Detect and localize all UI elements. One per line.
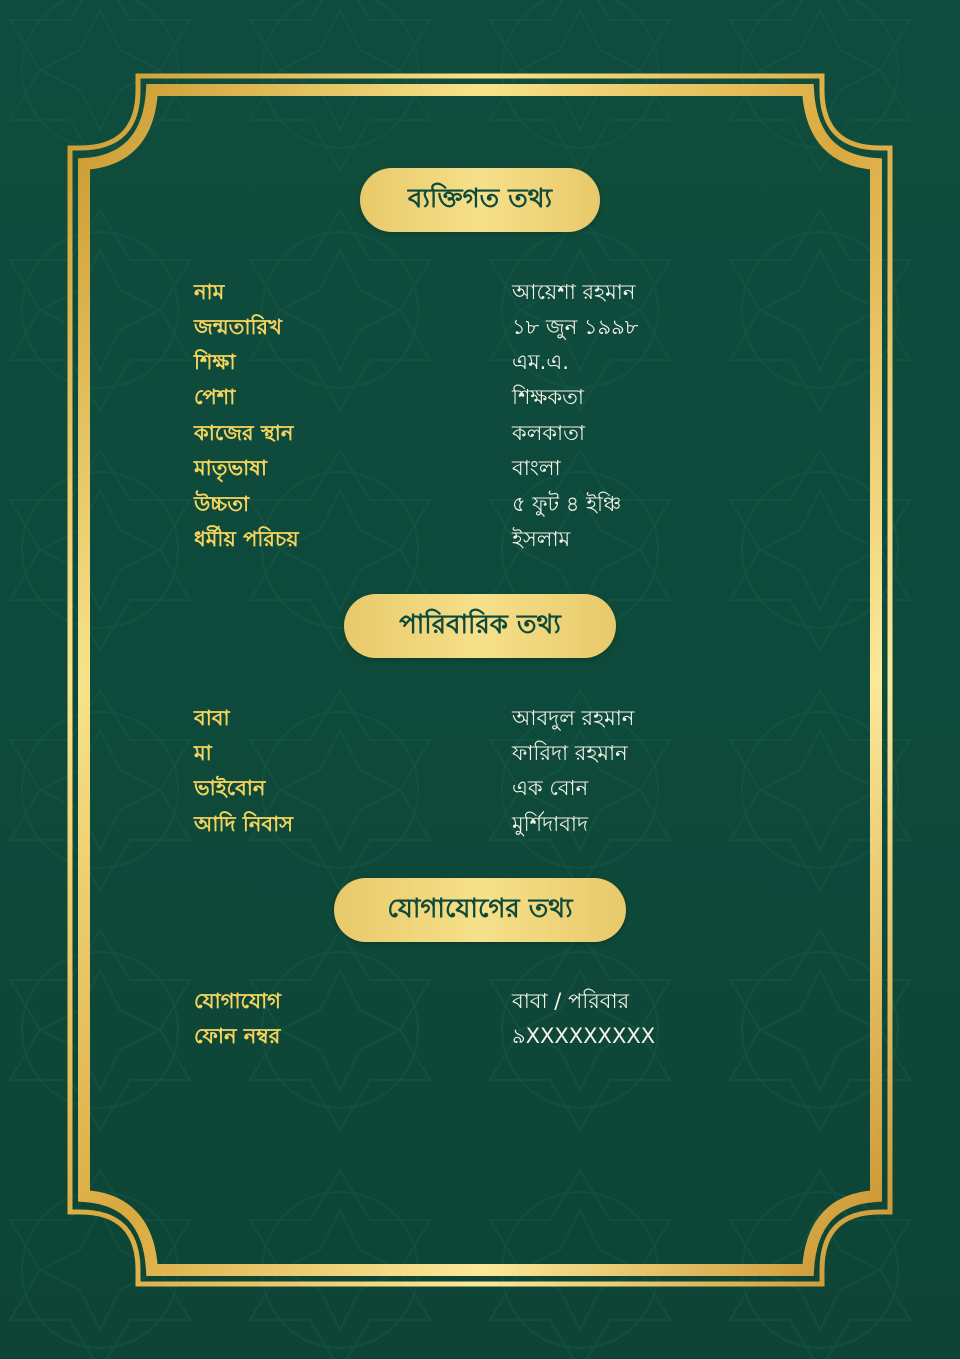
info-row-contact [194, 985, 814, 1017]
row-label: যোগাযোগ [194, 989, 281, 1013]
info-row-mother [194, 737, 814, 769]
row-label: নাম [194, 280, 225, 304]
row-label: কাজের স্থান [194, 421, 294, 445]
info-row-father [194, 702, 814, 734]
row-label: আদি নিবাস [194, 812, 294, 836]
row-label: পেশা [194, 385, 236, 409]
section-title-family: পারিবারিক তথ্য [344, 594, 616, 658]
row-value: বাবা / পরিবার [512, 989, 630, 1013]
row-value: ১৮ জুন ১৯৯৮ [512, 315, 639, 339]
row-value: কলকাতা [512, 421, 585, 445]
info-row-siblings [194, 772, 814, 804]
row-value: আবদুল রহমান [512, 706, 635, 730]
row-value: ইসলাম [512, 527, 571, 551]
row-value: ফারিদা রহমান [512, 741, 628, 765]
info-row-name [194, 276, 814, 308]
row-label: মাতৃভাষা [194, 456, 267, 480]
info-row-education [194, 346, 814, 378]
row-label: ধর্মীয় পরিচয় [194, 527, 299, 551]
row-value: এক বোন [512, 776, 589, 800]
info-row-workplace [194, 417, 814, 449]
info-row-religion [194, 523, 814, 555]
info-row-mother-tongue [194, 452, 814, 484]
info-row-profession [194, 381, 814, 413]
row-value: এম.এ. [512, 350, 569, 374]
row-value: আয়েশা রহমান [512, 280, 636, 304]
row-label: উচ্চতা [194, 492, 250, 516]
row-value: ৯XXXXXXXXX [512, 1024, 656, 1048]
row-label: বাবা [194, 706, 230, 730]
row-label: ভাইবোন [194, 776, 266, 800]
section-title-contact: যোগাযোগের তথ্য [334, 878, 626, 942]
info-row-phone [194, 1020, 814, 1052]
row-value: মুর্শিদাবাদ [512, 812, 589, 836]
info-row-dob [194, 311, 814, 343]
section-title-personal: ব্যক্তিগত তথ্য [360, 168, 600, 232]
row-label: শিক্ষা [194, 350, 236, 374]
row-label: মা [194, 741, 212, 765]
row-value: শিক্ষকতা [512, 385, 584, 409]
row-label: ফোন নম্বর [194, 1024, 281, 1048]
row-value: বাংলা [512, 456, 561, 480]
info-row-height [194, 488, 814, 520]
row-value: ৫ ফুট ৪ ইঞ্চি [512, 492, 622, 516]
info-row-hometown [194, 808, 814, 840]
row-label: জন্মতারিখ [194, 315, 282, 339]
